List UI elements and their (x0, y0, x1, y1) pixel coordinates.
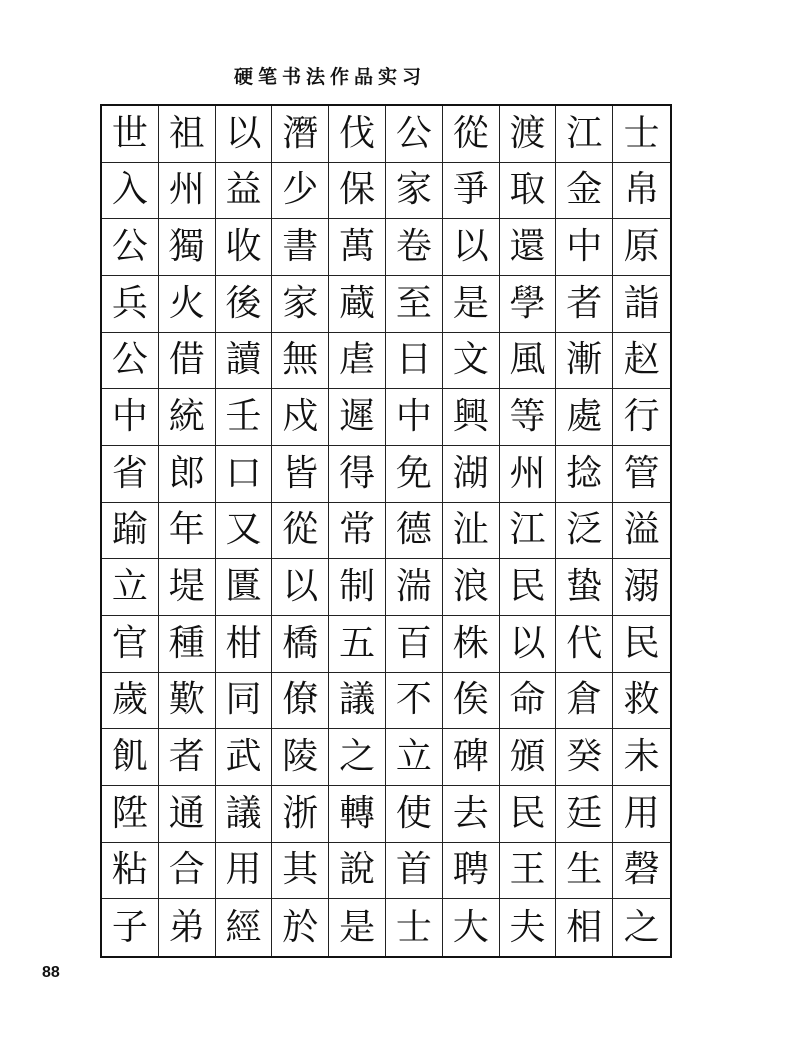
grid-cell: 夫 (500, 899, 557, 956)
grid-cell: 詣 (613, 276, 670, 333)
grid-cell: 省 (102, 446, 159, 503)
grid-cell: 子 (102, 899, 159, 956)
page-number: 88 (42, 964, 60, 981)
grid-cell: 興 (443, 389, 500, 446)
grid-cell: 漸 (556, 333, 613, 390)
grid-cell: 公 (386, 106, 443, 163)
grid-cell: 蛰 (556, 559, 613, 616)
grid-cell: 合 (159, 843, 216, 900)
grid-cell: 制 (329, 559, 386, 616)
grid-cell: 以 (272, 559, 329, 616)
grid-cell: 僚 (272, 673, 329, 730)
grid-cell: 行 (613, 389, 670, 446)
grid-cell: 磬 (613, 843, 670, 900)
grid-cell: 取 (500, 163, 557, 220)
grid-cell: 踰 (102, 503, 159, 560)
grid-cell: 沚 (443, 503, 500, 560)
grid-cell: 說 (329, 843, 386, 900)
grid-cell: 士 (386, 899, 443, 956)
grid-cell: 歲 (102, 673, 159, 730)
grid-cell: 伐 (329, 106, 386, 163)
grid-cell: 大 (443, 899, 500, 956)
grid-cell: 首 (386, 843, 443, 900)
grid-cell: 溢 (613, 503, 670, 560)
grid-cell: 倉 (556, 673, 613, 730)
grid-cell: 祖 (159, 106, 216, 163)
grid-cell: 用 (613, 786, 670, 843)
grid-cell: 溺 (613, 559, 670, 616)
grid-cell: 代 (556, 616, 613, 673)
grid-cell: 民 (500, 786, 557, 843)
grid-cell: 風 (500, 333, 557, 390)
grid-cell: 立 (386, 729, 443, 786)
grid-cell: 學 (500, 276, 557, 333)
grid-cell: 後 (216, 276, 273, 333)
grid-cell: 世 (102, 106, 159, 163)
grid-cell: 種 (159, 616, 216, 673)
grid-cell: 還 (500, 219, 557, 276)
grid-cell: 以 (443, 219, 500, 276)
grid-cell: 株 (443, 616, 500, 673)
grid-cell: 從 (272, 503, 329, 560)
grid-cell: 碑 (443, 729, 500, 786)
grid-cell: 等 (500, 389, 557, 446)
grid-cell: 是 (443, 276, 500, 333)
grid-cell: 是 (329, 899, 386, 956)
grid-cell: 又 (216, 503, 273, 560)
grid-cell: 爭 (443, 163, 500, 220)
grid-cell: 壬 (216, 389, 273, 446)
grid-cell: 益 (216, 163, 273, 220)
grid-cell: 以 (500, 616, 557, 673)
grid-cell: 口 (216, 446, 273, 503)
grid-cell: 從 (443, 106, 500, 163)
grid-cell: 原 (613, 219, 670, 276)
grid-cell: 陵 (272, 729, 329, 786)
grid-cell: 俟 (443, 673, 500, 730)
grid-cell: 堤 (159, 559, 216, 616)
grid-cell: 日 (386, 333, 443, 390)
grid-cell: 德 (386, 503, 443, 560)
grid-cell: 江 (500, 503, 557, 560)
grid-cell: 生 (556, 843, 613, 900)
grid-cell: 年 (159, 503, 216, 560)
grid-cell: 不 (386, 673, 443, 730)
grid-cell: 歎 (159, 673, 216, 730)
grid-cell: 轉 (329, 786, 386, 843)
grid-cell: 去 (443, 786, 500, 843)
grid-cell: 處 (556, 389, 613, 446)
grid-cell: 遲 (329, 389, 386, 446)
grid-cell: 獨 (159, 219, 216, 276)
grid-cell: 火 (159, 276, 216, 333)
grid-cell: 兵 (102, 276, 159, 333)
grid-cell: 五 (329, 616, 386, 673)
grid-cell: 議 (216, 786, 273, 843)
grid-cell: 湍 (386, 559, 443, 616)
grid-cell: 弟 (159, 899, 216, 956)
grid-cell: 公 (102, 333, 159, 390)
grid-cell: 戍 (272, 389, 329, 446)
grid-cell: 橋 (272, 616, 329, 673)
grid-cell: 於 (272, 899, 329, 956)
grid-cell: 民 (613, 616, 670, 673)
grid-cell: 陞 (102, 786, 159, 843)
page-title: 硬笔书法作品实习 (233, 66, 426, 88)
grid-cell: 萬 (329, 219, 386, 276)
grid-cell: 未 (613, 729, 670, 786)
grid-cell: 經 (216, 899, 273, 956)
grid-cell: 金 (556, 163, 613, 220)
grid-cell: 粘 (102, 843, 159, 900)
grid-cell: 飢 (102, 729, 159, 786)
grid-cell: 免 (386, 446, 443, 503)
grid-cell: 泛 (556, 503, 613, 560)
grid-cell: 民 (500, 559, 557, 616)
grid-cell: 皆 (272, 446, 329, 503)
grid-cell: 王 (500, 843, 557, 900)
grid-cell: 收 (216, 219, 273, 276)
grid-cell: 赵 (613, 333, 670, 390)
grid-cell: 管 (613, 446, 670, 503)
grid-cell: 蔵 (329, 276, 386, 333)
grid-cell: 虐 (329, 333, 386, 390)
grid-cell: 者 (159, 729, 216, 786)
grid-cell: 常 (329, 503, 386, 560)
grid-cell: 家 (386, 163, 443, 220)
grid-cell: 州 (159, 163, 216, 220)
grid-cell: 武 (216, 729, 273, 786)
grid-cell: 頒 (500, 729, 557, 786)
grid-cell: 相 (556, 899, 613, 956)
grid-cell: 廷 (556, 786, 613, 843)
grid-cell: 少 (272, 163, 329, 220)
grid-cell: 江 (556, 106, 613, 163)
grid-cell: 借 (159, 333, 216, 390)
grid-cell: 中 (556, 219, 613, 276)
calligraphy-grid (100, 104, 672, 958)
grid-cell: 使 (386, 786, 443, 843)
grid-cell: 通 (159, 786, 216, 843)
grid-cell: 者 (556, 276, 613, 333)
grid-cell: 潛 (272, 106, 329, 163)
grid-cell: 讀 (216, 333, 273, 390)
grid-cell: 帛 (613, 163, 670, 220)
grid-cell: 命 (500, 673, 557, 730)
grid-cell: 至 (386, 276, 443, 333)
grid-cell: 議 (329, 673, 386, 730)
grid-cell: 文 (443, 333, 500, 390)
grid-cell: 救 (613, 673, 670, 730)
grid-cell: 湖 (443, 446, 500, 503)
grid-cell: 無 (272, 333, 329, 390)
grid-cell: 立 (102, 559, 159, 616)
grid-cell: 癸 (556, 729, 613, 786)
grid-cell: 得 (329, 446, 386, 503)
grid-cell: 州 (500, 446, 557, 503)
grid-cell: 公 (102, 219, 159, 276)
grid-cell: 官 (102, 616, 159, 673)
grid-cell: 卷 (386, 219, 443, 276)
grid-cell: 保 (329, 163, 386, 220)
grid-cell: 郎 (159, 446, 216, 503)
grid-cell: 中 (386, 389, 443, 446)
grid-cell: 統 (159, 389, 216, 446)
grid-cell: 之 (623, 906, 660, 948)
grid-cell: 以 (216, 106, 273, 163)
grid-cell: 聘 (443, 843, 500, 900)
grid-cell: 同 (216, 673, 273, 730)
grid-cell: 浪 (443, 559, 500, 616)
grid-cell: 渡 (500, 106, 557, 163)
grid-cell: 用 (216, 843, 273, 900)
grid-cell: 書 (272, 219, 329, 276)
grid-cell: 匱 (216, 559, 273, 616)
grid-cell: 浙 (272, 786, 329, 843)
grid-cell: 柑 (216, 616, 273, 673)
grid-cell: 百 (386, 616, 443, 673)
grid-cell: 中 (102, 389, 159, 446)
grid-cell: 之 (329, 729, 386, 786)
grid-cell: 捻 (556, 446, 613, 503)
grid-cell: 士 (613, 106, 670, 163)
grid-cell: 其 (272, 843, 329, 900)
grid-cell: 入 (102, 163, 159, 220)
grid-cell: 家 (272, 276, 329, 333)
